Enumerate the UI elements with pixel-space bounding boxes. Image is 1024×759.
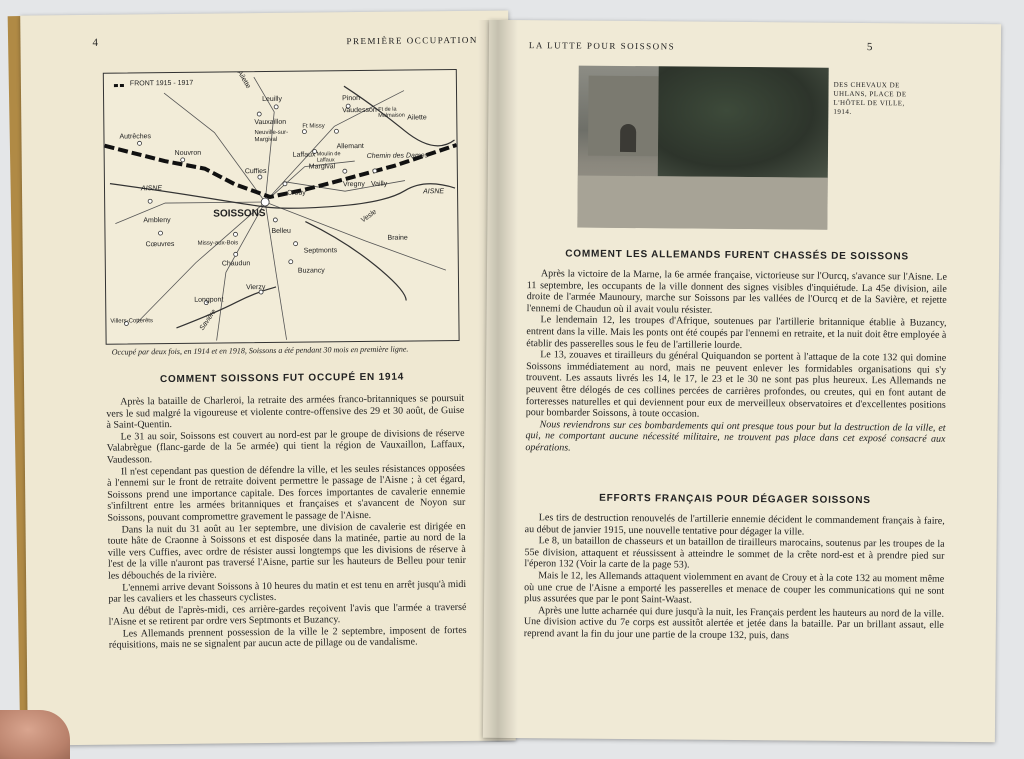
paragraph: Dans la nuit du 31 août au 1er septembre, une division de cavalerie est dirigée en toute hâte de Craonne à Soissons et est disposée dans la matinée, partie au nord de la ville vers Cuffies, avec ordre de résister aussi longtemps que les divisions de réserve à l'est de la ville n'auront pas traversé l'Aisne, partie sur les hauteurs de Belleu pour tenir les débouchés de la rivière. xyxy=(107,520,466,582)
running-head: LA LUTTE POUR SOISSONS xyxy=(528,40,676,52)
paragraph: Les Allemands prennent possession de la ville le 2 septembre, imposent de fortes réquisitions, mais ne se signalent par aucun acte de pillage ou de vandalisme. xyxy=(108,624,467,652)
map-label-belleu: Belleu xyxy=(271,227,291,235)
map-label-autreches: Autrêches xyxy=(119,133,152,141)
map-label-fort-malmaison: Ft de la Malmaison xyxy=(378,106,405,119)
paragraph: Après une lutte acharnée qui dure jusqu'à la nuit, les Français perdent les hauteurs au nord de la ville. Une division active du 7e corps est aussitôt alertée et jetée dans la bataille. Par un brillant assaut, elle reprend avant la fin du jour une partie de la croupe 132, puis, dans xyxy=(523,604,945,642)
paragraph: Après la bataille de Charleroi, la retraite des armées franco-britanniques se poursuit vers le sud malgré la vigoureuse et violente contre-offensive des 29 et 30 août, de Guise à Saint-Quentin. xyxy=(106,392,465,431)
left-page xyxy=(20,10,516,745)
page-number: 4 xyxy=(92,36,99,49)
map-label-vesle: Vesle xyxy=(359,208,379,225)
photo-trees xyxy=(658,66,829,177)
section-heading: COMMENT LES ALLEMANDS FURENT CHASSÉS DE SOISSONS xyxy=(565,248,909,263)
map-label-chemin-dames: Chemin des Dames xyxy=(366,152,429,160)
photo-square xyxy=(577,176,827,230)
photo-doorway xyxy=(620,124,636,152)
map-label-longpont: Longpont xyxy=(194,296,224,304)
book-gutter xyxy=(478,20,518,742)
map-label-ailette-east: Ailette xyxy=(407,114,427,122)
right-page xyxy=(483,20,1001,742)
map-label-chaudun: Chaudun xyxy=(221,260,251,268)
map-label-ft-missy: Ft Missy xyxy=(302,123,325,130)
map-label-vailly: Vailly xyxy=(370,180,388,188)
right-body-text-1 xyxy=(525,268,947,457)
map-label-aisne-east: AISNE xyxy=(423,188,445,196)
map-label-vauxaillon: Vauxaillon xyxy=(254,118,287,127)
map-label-allemant: Allemant xyxy=(336,142,364,151)
map-label-pinon: Pinon xyxy=(342,95,361,103)
paragraph: Le 31 au soir, Soissons est couvert au nord-est par le groupe de divisions de réserve Valabrègue (flanc-garde de la 5e armée) qui tient la région de Vauxaillon, Laffaux, Vaudesson. xyxy=(106,427,465,466)
paragraph: Il n'est cependant pas question de défendre la ville, et les seules résistances opposées à l'ennemi sur le front de retraite doivent permettre le passage de l'Aisne ; à cet égard, Soissons prend une importance capitale. Des forces importantes de cavalerie ennemie s'infiltrent entre les armées britanniques et françaises et s'avancent de Noyon sur Soissons, pouvant compromettre gravement le passage de l'Aisne. xyxy=(107,462,466,524)
map-label-saviere: Savière xyxy=(198,308,218,332)
map-label-coeuvres: Cœuvres xyxy=(145,240,175,249)
map-label-missy: Missy-aux-Bois xyxy=(197,240,239,247)
map-label-aisne-west: AISNE xyxy=(140,185,163,193)
map-caption: Occupé par deux fois, en 1914 et en 1918, Soissons a été pendant 30 mois en première ligne. xyxy=(111,344,409,357)
paragraph: Au début de l'après-midi, ces arrière-gardes reçoivent l'avis que l'armée a traversé l'Aisne et se retirent par ordre vers Septmonts et Buzancy. xyxy=(108,601,467,628)
map-label-ailette: Ailette xyxy=(235,69,252,90)
right-body-text-2 xyxy=(524,512,945,643)
map-label-neuville: Neuville-sur-Margival xyxy=(254,129,289,144)
paragraph: Après la victoire de la Marne, la 6e armée française, victorieuse sur l'Ourcq, s'avance sur l'Aisne. Le 11 septembre, les occupants de la ville donnent des signes visibles d'inquiétude. La 45e division, aile droite de l'armée Maunoury, marche sur Soissons par les vallées de l'Ourcq et de la Savière, et rejette l'ennemi de Chaudun où il avait voulu résister. xyxy=(526,268,947,316)
section-heading: EFFORTS FRANÇAIS POUR DÉGAGER SOISSONS xyxy=(599,492,871,507)
map-legend: FRONT 1915 - 1917 xyxy=(129,79,194,88)
page-number: 5 xyxy=(866,41,873,54)
map-label-nouvron: Nouvron xyxy=(174,149,202,157)
paragraph: Le 8, un bataillon de chasseurs et un bataillon de tirailleurs marocains, soutenus par les troupes de la 55e division, attaquent et réussissent à atteindre le sommet de la crête nord-est et à prendre pied sur l'éperon 132 (Voir la carte de la page 53). xyxy=(524,535,945,571)
section-heading: COMMENT SOISSONS FUT OCCUPÉ EN 1914 xyxy=(159,371,405,386)
paragraph-italic: Nous reviendrons sur ces bombardements qui ont presque tous pour but la destruction de la ville, et qui, ne comportant aucune nécessité militaire, ne trouvent pas place dans cet exposé consacré aux opérations. xyxy=(525,418,946,454)
paragraph: Le lendemain 12, les troupes d'Afrique, soutenues par l'artillerie britannique établie à Buzancy, entrent dans la ville. Mais les ponts ont été coupés par l'ennemi en retraite, et la nuit doit être employée à établir des passerelles sous le feu de l'artillerie lourde. xyxy=(526,314,947,351)
paragraph: Mais le 12, les Allemands attaquent violemment en avant de Crouy et à la cote 132 au moment même où une crue de l'Aisne a emporté les passerelles et menace de couper les communications qui ne sont plus assurées que par le pont Saint-Waast. xyxy=(524,570,945,606)
map-figure xyxy=(103,69,460,345)
map-label-margival: Margival xyxy=(308,163,336,171)
map-label-vierzy: Vierzy xyxy=(246,284,266,292)
map-label-vregny: Vregny xyxy=(342,180,365,189)
map-label-vaudesson: Vaudesson xyxy=(342,106,377,115)
thumb xyxy=(0,710,70,759)
paragraph: L'ennemi arrive devant Soissons à 10 heures du matin et est tenu en arrêt jusqu'à midi par les cavaliers et les chasseurs cyclistes. xyxy=(108,578,467,605)
map-label-braine: Braine xyxy=(387,234,408,242)
map-label-laffaux: Laffaux xyxy=(292,151,316,159)
map-label-ambleny: Ambleny xyxy=(143,217,171,225)
paragraph: Les tirs de destruction renouvelés de l'artillerie ennemie décident le commandement français à faire, au début de janvier 1915, une nouvelle tentative pour dégager la ville. xyxy=(524,512,945,538)
map-label-moulin: Moulin de Laffaux xyxy=(316,151,341,164)
map-label-buzancy: Buzancy xyxy=(297,267,325,275)
paragraph: Le 13, zouaves et tirailleurs du général Quiquandon se portent à l'attaque de la cote 132 qui domine Soissons immédiatement au nord, mais ne peuvent enlever les formidables organisations qui s'y trouvent. Les assauts livrés les 14, le 17, le 23 et le 30 ne sont pas plus heureux. Les Allemands ne peuvent être délogés de ces collines percées de carrières profondes, ou creutes, qui en font autant de forteresses naturelles et qui deviennent pour eux de merveilleux observatoires et d'excellentes positions pour bombarder Soissons, à toute occasion. xyxy=(525,349,947,420)
historical-photo xyxy=(577,66,828,230)
map-label-leuilly: Leuilly xyxy=(262,95,282,104)
map-label-villers: Villers-Cotterêts xyxy=(110,318,154,325)
map-label-septmonts: Septmonts xyxy=(303,247,338,255)
map-label-soissons: SOISSONS xyxy=(213,208,266,220)
photo-caption: DES CHEVAUX DE UHLANS, PLACE DE L'HÔTEL DE VILLE, 1914. xyxy=(833,80,907,116)
map-label-crouy: Crouy xyxy=(287,189,306,197)
running-head: PREMIÈRE OCCUPATION xyxy=(346,34,478,47)
left-body-text xyxy=(106,393,467,652)
map-label-cuffies: Cuffies xyxy=(244,168,267,176)
